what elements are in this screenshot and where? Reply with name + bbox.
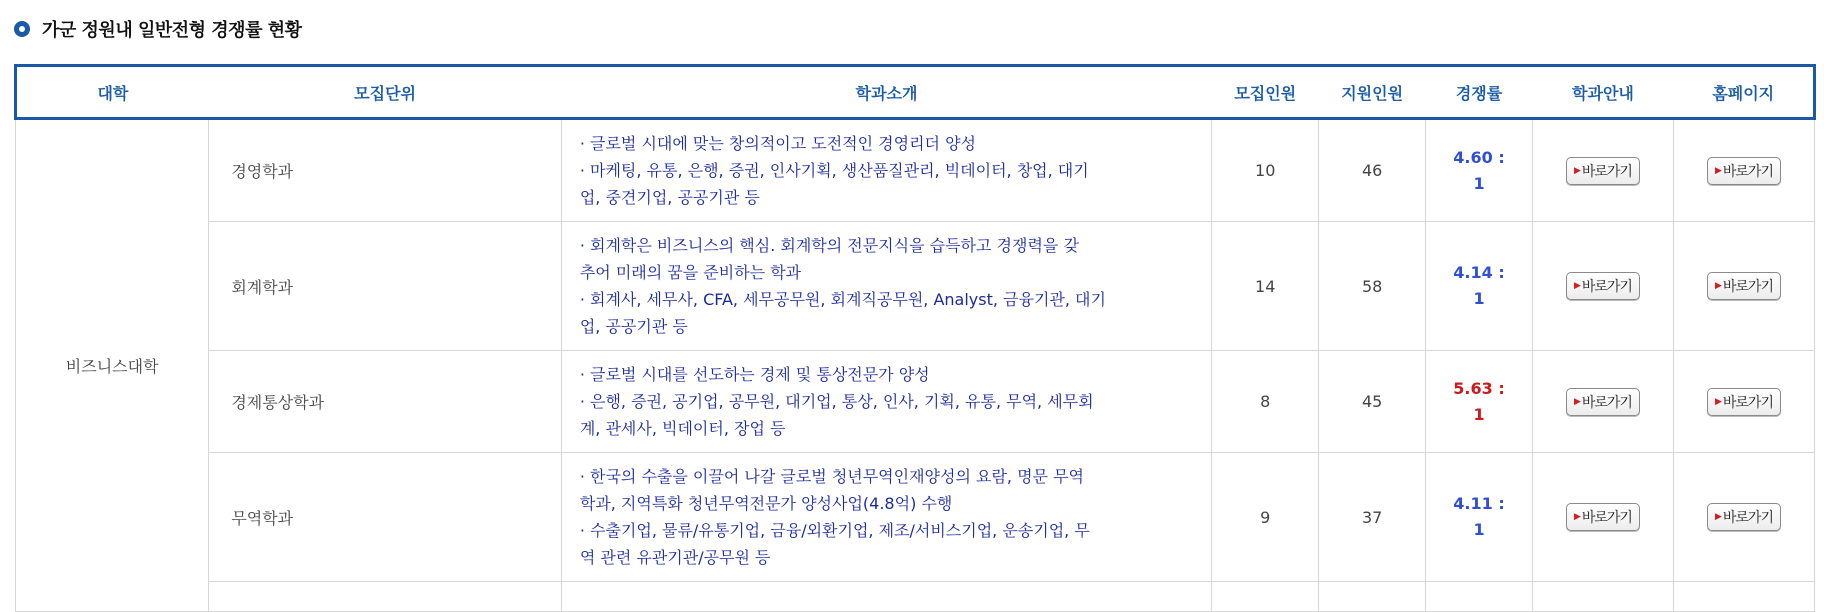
dept-guide-button-label: 바로가기 [1581, 394, 1632, 411]
ratio-value: 4.14 : [1453, 263, 1505, 282]
arrow-right-icon: ▶ [1573, 396, 1580, 407]
dept-guide-button-label: 바로가기 [1581, 163, 1632, 180]
table-header-row [16, 66, 1815, 119]
section-title [14, 14, 302, 44]
header-ratio: 경쟁률 [1426, 66, 1533, 119]
dept-intro-line: 계, 관세사, 빅데이터, 장업 등 [579, 419, 786, 438]
applicants-cell: 37 [1319, 453, 1426, 582]
dept-name: 무역학과 [209, 453, 562, 582]
dept-intro [561, 222, 1211, 351]
table-row [16, 351, 1815, 453]
dept-guide-cell [1532, 119, 1673, 222]
quota-cell: 10 [1212, 119, 1319, 222]
applicants-cell: 58 [1319, 222, 1426, 351]
table-row [16, 119, 1815, 222]
header-homepage: 홈페이지 [1673, 66, 1814, 119]
dept-intro-line: · 회계학은 비즈니스의 핵심. 회계학의 전문지식을 습득하고 경쟁력을 갖 [579, 236, 1079, 255]
dept-name: 경제통상학과 [209, 351, 562, 453]
dept-name [209, 582, 562, 612]
header-unit: 모집단위 [209, 66, 562, 119]
homepage-button-label: 바로가기 [1722, 279, 1773, 295]
ratio-cell [1426, 222, 1533, 351]
dept-guide-button-label: 바로가기 [1581, 510, 1632, 526]
homepage-cell [1673, 351, 1814, 453]
quota-cell: 8 [1212, 351, 1319, 453]
dept-name: 경영학과 [209, 119, 562, 222]
ratio-value: 4.11 : [1453, 494, 1505, 513]
table-row [16, 222, 1815, 351]
dept-intro [561, 453, 1211, 582]
dept-guide-button[interactable] [1566, 388, 1640, 416]
dept-guide-button[interactable] [1566, 272, 1640, 300]
dept-intro-line: · 글로벌 시대를 선도하는 경제 및 통상전문가 양성 [579, 365, 930, 384]
dept-intro-line: 업, 공공기관 등 [579, 317, 688, 336]
homepage-button[interactable] [1707, 157, 1781, 185]
quota-cell [1212, 582, 1319, 612]
ratio-cell [1426, 119, 1533, 222]
homepage-cell [1673, 582, 1814, 612]
dept-intro-line: · 회계사, 세무사, CFA, 세무공무원, 회계직공무원, Analyst, 금융기관, 대기 [579, 290, 1106, 309]
arrow-right-icon: ▶ [1714, 512, 1721, 522]
dept-guide-cell [1532, 222, 1673, 351]
college-cell: 비즈니스대학 [16, 119, 209, 612]
ratio-denominator: 1 [1473, 289, 1485, 308]
table-row [16, 582, 1815, 612]
ratio-denominator: 1 [1473, 404, 1485, 424]
homepage-button[interactable] [1707, 503, 1781, 531]
dept-intro-line: · 글로벌 시대에 맞는 창의적이고 도전적인 경영리더 양성 [579, 134, 977, 153]
ratio-cell [1426, 351, 1533, 453]
homepage-button[interactable] [1707, 388, 1781, 416]
ratio-denominator: 1 [1473, 520, 1485, 539]
header-dept-guide: 학과안내 [1532, 66, 1673, 119]
homepage-button[interactable] [1707, 272, 1781, 300]
homepage-button-label: 바로가기 [1722, 163, 1773, 180]
arrow-right-icon: ▶ [1714, 165, 1721, 176]
dept-intro-line: · 마케팅, 유통, 은행, 증권, 인사기획, 생산품질관리, 빅데이터, 창업, 대기 [579, 161, 1089, 180]
applicants-cell: 45 [1319, 351, 1426, 453]
header-quota: 모집인원 [1212, 66, 1319, 119]
quota-cell: 9 [1212, 453, 1319, 582]
dept-guide-cell [1532, 582, 1673, 612]
header-intro: 학과소개 [561, 66, 1211, 119]
ratio-cell [1426, 582, 1533, 612]
arrow-right-icon: ▶ [1573, 165, 1580, 176]
ratio-cell [1426, 453, 1533, 582]
dept-intro [561, 351, 1211, 453]
dept-intro-line: · 은행, 증권, 공기업, 공무원, 대기업, 통상, 인사, 기획, 유통, 무역, 세무회 [579, 392, 1094, 411]
dept-guide-cell [1532, 453, 1673, 582]
dept-guide-button-label: 바로가기 [1581, 279, 1632, 295]
dept-intro-line: 학과, 지역특화 청년무역전문가 양성사업(4.8억) 수행 [579, 494, 953, 513]
dept-intro [561, 582, 1211, 612]
section-title-text: 가군 정원내 일반전형 경쟁률 현황 [42, 20, 302, 41]
dept-guide-button[interactable] [1566, 157, 1640, 185]
dept-name: 회계학과 [209, 222, 562, 351]
circle-bullet-icon [14, 21, 30, 37]
dept-intro-line: · 한국의 수출을 이끌어 나갈 글로벌 청년무역인재양성의 요람, 명문 무역 [579, 467, 1084, 486]
homepage-button-label: 바로가기 [1722, 510, 1773, 526]
ratio-denominator: 1 [1473, 173, 1485, 193]
dept-intro-line: 역 관련 유관기관/공무원 등 [579, 548, 771, 567]
dept-intro-line: 업, 중견기업, 공공기관 등 [579, 188, 760, 207]
ratio-value: 5.63 : [1453, 378, 1505, 398]
table-row [16, 453, 1815, 582]
arrow-right-icon: ▶ [1573, 281, 1580, 291]
applicants-cell: 46 [1319, 119, 1426, 222]
homepage-button-label: 바로가기 [1722, 394, 1773, 411]
header-applicants: 지원인원 [1319, 66, 1426, 119]
quota-cell: 14 [1212, 222, 1319, 351]
dept-guide-button[interactable] [1566, 503, 1640, 531]
homepage-cell [1673, 119, 1814, 222]
dept-guide-cell [1532, 351, 1673, 453]
competition-table [14, 64, 1816, 612]
arrow-right-icon: ▶ [1714, 396, 1721, 407]
arrow-right-icon: ▶ [1714, 281, 1721, 291]
dept-intro-line: · 수출기업, 물류/유통기업, 금융/외환기업, 제조/서비스기업, 운송기업, 무 [579, 521, 1090, 540]
homepage-cell [1673, 453, 1814, 582]
arrow-right-icon: ▶ [1573, 512, 1580, 522]
dept-intro [561, 119, 1211, 222]
applicants-cell [1319, 582, 1426, 612]
header-college: 대학 [16, 66, 209, 119]
ratio-value: 4.60 : [1453, 147, 1505, 167]
dept-intro-line: 추어 미래의 꿈을 준비하는 학과 [579, 263, 802, 282]
homepage-cell [1673, 222, 1814, 351]
